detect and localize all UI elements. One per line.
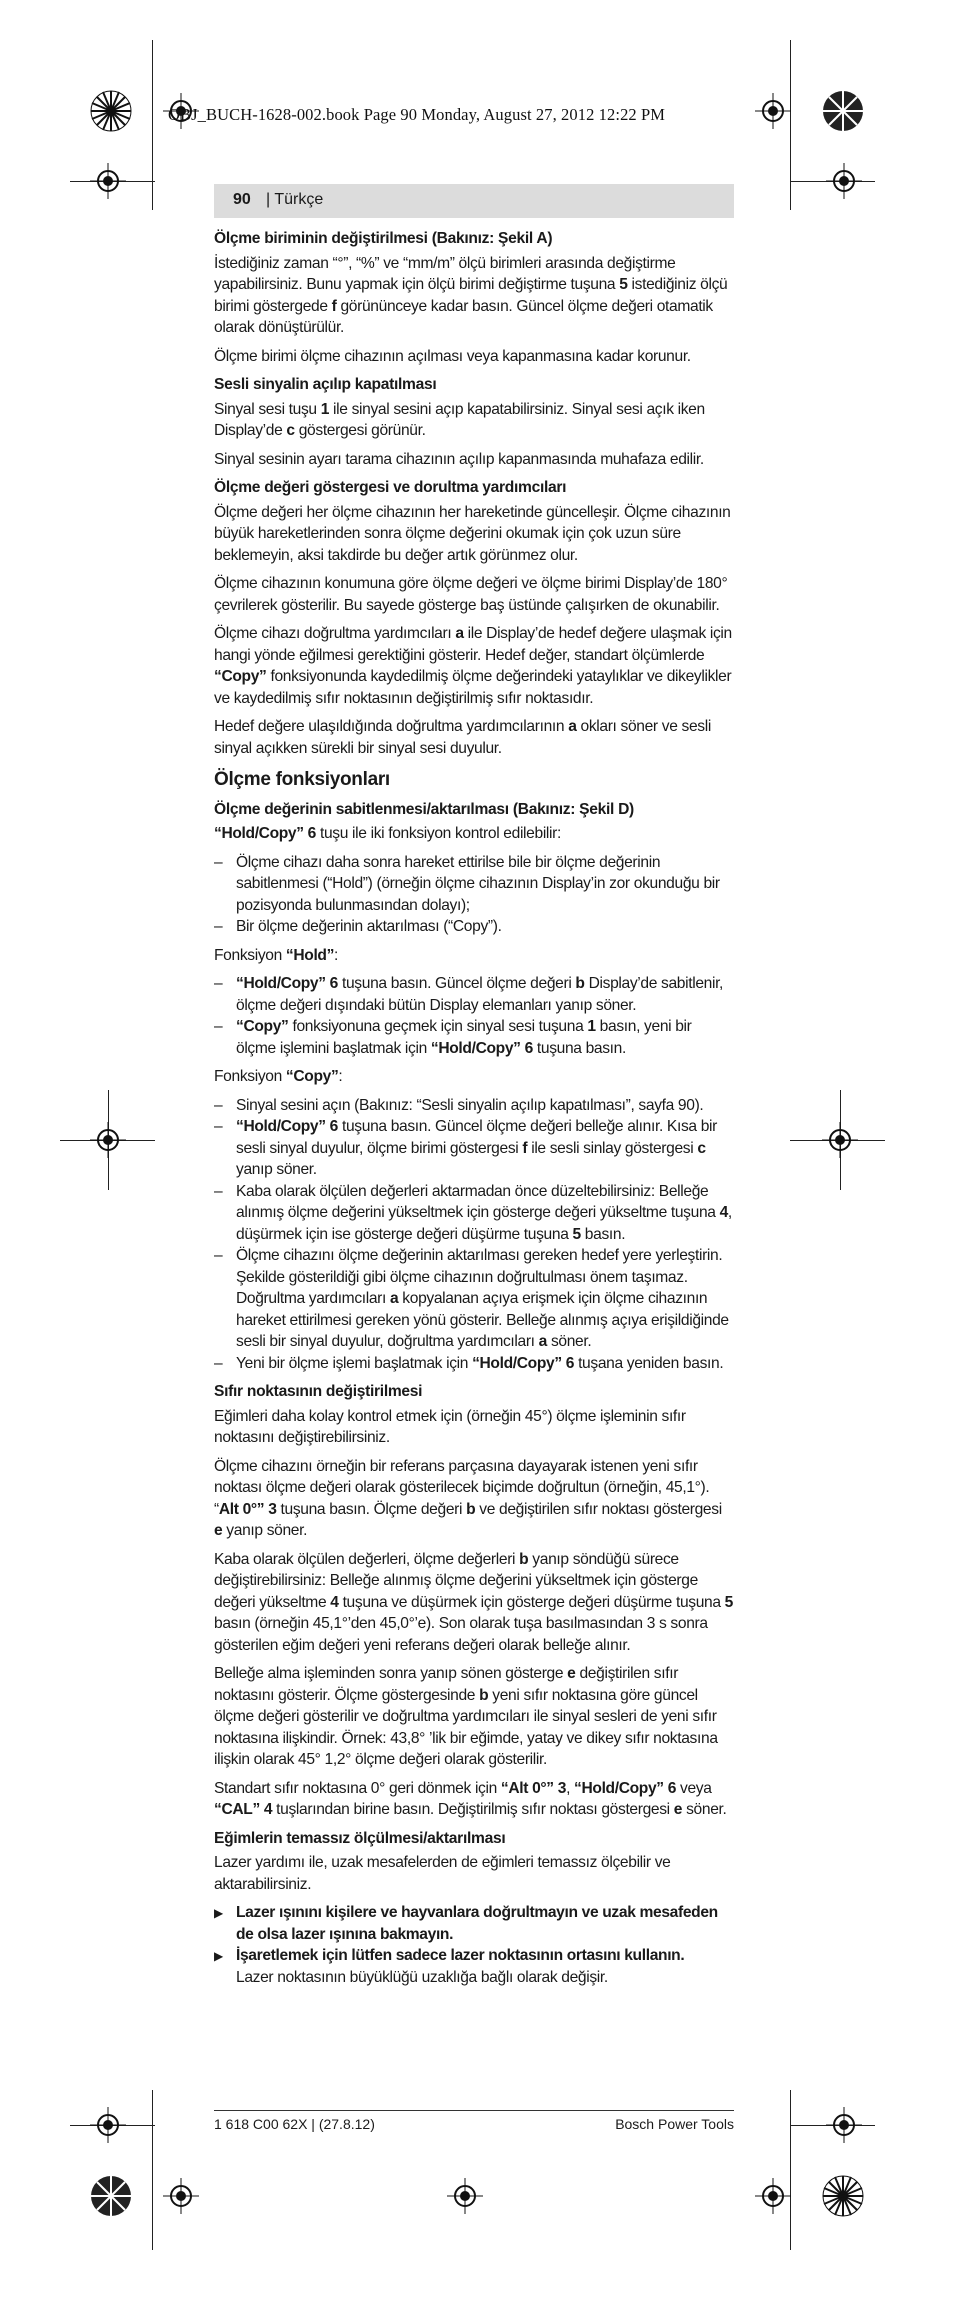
list-item: – “Copy” fonksiyonuna geçmek için sinyal sesi tuşuna 1 basın, yeni bir ölçme işlemini başlatmak için “Hold/Copy” 6 tuşuna basın. [214,1016,734,1059]
registration-mark-icon [822,1122,858,1158]
paragraph: Kaba olarak ölçülen değerleri, ölçme değerleri b yanıp söndüğü sürece değiştirebilirsiniz: Belleğe alınmış ölçme değerini yükseltmek için gösterge değeri yükseltme 4 tuşuna ve düşürmek için gösterge değeri düşürme tuşuna 5 basın (örneğin 45,1°’den 45,0°’e). Son olarak tuşa basılmasından 3 s sonra gösterilen eğim değeri yeni referans değeri olarak belleğe alınır. [214,1550,733,1654]
registration-mark-icon [90,2107,126,2143]
page-language: | Türkçe [266,191,324,208]
print-slug: OBJ_BUCH-1628-002.book Page 90 Monday, August 27, 2012 12:22 PM [168,105,666,124]
crop-line [152,2090,153,2250]
section-heading: Ölçme fonksiyonları [214,769,390,790]
subsection-heading: Sıfır noktasının değiştirilmesi [214,1383,423,1400]
paragraph: Sinyal sesi tuşu 1 ile sinyal sesini açıp kapatabilirsiniz. Sinyal sesi açık iken Display’de c göstergesi görünür. [214,400,705,439]
page-number: 90 [233,191,251,208]
footer-doc-code: 1 618 C00 62X | (27.8.12) [214,2116,375,2132]
paragraph: Hedef değere ulaşıldığında doğrultma yardımcılarının a okları söner ve sesli sinyal açıkken sürekli bir sinyal sesi duyulur. [214,718,711,757]
paragraph: Ölçme cihazını örneğin bir referans parçasına dayayarak istenen yeni sıfır noktası ölçme değeri olarak gösterilecek biçimde doğrultun (örneğin, 45,1°). “Alt 0°” 3 tuşuna basın. Ölçme değeri b ve değiştirilen sıfır noktası göstergesi e yanıp söner. [214,1457,722,1539]
list-item: – “Hold/Copy” 6 tuşuna basın. Güncel ölçme değeri b Display’de sabitlenir, ölçme değeri dışındaki bütün Display elemanları yanıp söner. [214,973,734,1016]
subsection-heading: Ölçme biriminin değiştirilmesi (Bakınız: Şekil A) [214,230,553,247]
footer-divider [214,2110,734,2111]
paragraph: Ölçme birimi ölçme cihazının açılması veya kapanmasına kadar korunur. [214,347,691,365]
paragraph: Belleğe alma işleminden sonra yanıp sönen gösterge e değiştirilen sıfır noktasını gösterir. Ölçme göstergesinde b yeni sıfır noktasına göre güncel ölçme değeri gösterilir ve doğrultma yardımcıları ile sinyal sesleri de yeni sıfır noktasına ilişkindir. Örnek: 43,8° ’lik bir eğimde, yatay ve dikey sıfır noktasına ilişkin olarak 45° 1,2° ölçme değeri olarak gösterilir. [214,1665,718,1768]
registration-mark-icon [826,163,862,199]
footer-brand: Bosch Power Tools [615,2116,734,2132]
warning-item: ▶ Lazer ışınını kişilere ve hayvanlara doğrultmayın ve uzak mesafeden de olsa lazer ışınına bakmayın. [214,1902,734,1945]
paragraph: Ölçme cihazı doğrultma yardımcıları a ile Display’de hedef değere ulaşmak için hangi yönde eğilmesi gerektiğini gösterir. Hedef değer, standart ölçümlerde “Copy” fonksiyonunda kaydedilmiş ölçme değerindeki yataylıklar ve dikeylikler ve kaydedilmiş sıfır noktasının değiştirilmiş sıfır noktasıdır. [214,625,732,707]
paragraph: Fonksiyon “Copy”: [214,1068,343,1085]
page-header [214,184,734,218]
list-item: – Ölçme cihazını ölçme değerinin aktarılması gereken hedef yere yerleştirin. Şekilde gösterildiği gibi ölçme cihazının doğrultulması önem taşımaz. Doğrultma yardımcıları a kopyalanan açıya erişmek için ölçme cihazının hareket ettirilmesi gereken yönü gösterir. Belleğe alınmış açıya erişildiğinde sesli bir sinyal duyulur, doğrultma yardımcıları a söner. [214,1245,734,1353]
paragraph: Ölçme değeri her ölçme cihazının her hareketinde güncelleşir. Ölçme cihazının büyük hareketlerinden sonra ölçme değerini okumak için çok uzun süre beklemeyin, aksi takdirde bu değer artık görünmez olur. [214,503,731,564]
registration-mark-icon [755,2178,791,2214]
rosette-mark-icon [90,2175,132,2217]
rosette-mark-icon [90,90,132,132]
registration-mark-icon [90,1122,126,1158]
paragraph: Ölçme cihazının konumuna göre ölçme değeri ve ölçme birimi Display’de 180° çevrilerek gösterilir. Bu sayede gösterge baş üstünde çalışırken de okunabilir. [214,575,728,614]
warning-item: ▶ İşaretlemek için lütfen sadece lazer noktasının ortasını kullanın. Lazer noktasının büyüklüğü uzaklığa bağlı olarak değişir. [214,1945,734,1988]
rosette-mark-icon [822,90,864,132]
registration-mark-icon [447,2178,483,2214]
list-item: – “Hold/Copy” 6 tuşuna basın. Güncel ölçme değeri belleğe alınır. Kısa bir sesli sinyal duyulur, ölçme birimi göstergesi f ile sesli sinlay göstergesi c yanıp söner. [214,1116,734,1181]
list-item: – Yeni bir ölçme işlemi başlatmak için “Hold/Copy” 6 tuşana yeniden basın. [214,1353,734,1375]
subsection-heading: Ölçme değerinin sabitlenmesi/aktarılması (Bakınız: Şekil D) [214,800,634,818]
registration-mark-icon [755,93,791,129]
warning-list [214,1902,734,1988]
registration-mark-icon [163,2178,199,2214]
crop-line [152,40,153,210]
manual-body [214,226,734,1995]
subsection-heading: Eğimlerin temassız ölçülmesi/aktarılması [214,1829,506,1847]
registration-mark-icon [90,163,126,199]
rosette-mark-icon [822,2175,864,2217]
list-item: – Sinyal sesini açın (Bakınız: “Sesli sinyalin açılıp kapatılması”, sayfa 90). [214,1095,734,1117]
paragraph: İstediğiniz zaman “°”, “%” ve “mm/m” ölçü birimleri arasında değiştirme yapabilirsiniz. Bunu yapmak için ölçü birimi değiştirme tuşuna 5 istediğiniz ölçü birimi göstergede f görününceye kadar basın. Güncel ölçme değeri otamatik olarak dönüştürülür. [214,254,728,336]
paragraph: Sinyal sesinin ayarı tarama cihazının açılıp kapanmasında muhafaza edilir. [214,450,704,468]
list-item: – Ölçme cihazı daha sonra hareket ettirilse bile bir ölçme değerinin sabitlenmesi (“Hold”) (örneğin ölçme cihazının Display’in zor okunduğu bir pozisyonda bulunmasından dolayı); [214,852,734,917]
subsection-heading: Ölçme değeri göstergesi ve dorultma yardımcıları [214,479,567,496]
list-item: – Kaba olarak ölçülen değerleri aktarmadan önce düzeltebilirsiniz: Belleğe alınmış ölçme değerini yükseltmek için gösterge değeri yükseltme tuşuna 4, düşürmek için ise gösterge değeri düşürme tuşuna 5 basın. [214,1181,734,1246]
crop-line [790,2090,791,2250]
paragraph: Fonksiyon “Hold”: [214,946,339,964]
paragraph: Lazer yardımı ile, uzak mesafelerden de eğimleri temassız ölçebilir ve aktarabilirsiniz. [214,1854,671,1893]
paragraph: Standart sıfır noktasına 0° geri dönmek için “Alt 0°” 3, “Hold/Copy” 6 veya “CAL” 4 tuşlarından birine basın. Değiştirilmiş sıfır noktası göstergesi e söner. [214,1779,727,1818]
list-item: – Bir ölçme değerinin aktarılması (“Copy”). [214,916,734,938]
bullet-list [214,973,734,1059]
paragraph: “Hold/Copy” 6 tuşu ile iki fonksiyon kontrol edilebilir: [214,825,561,842]
paragraph: Eğimleri daha kolay kontrol etmek için (örneğin 45°) ölçme işleminin sıfır noktasını değiştirebilirsiniz. [214,1407,686,1446]
registration-mark-icon [826,2107,862,2143]
bullet-list [214,1095,734,1375]
bullet-list [214,852,734,938]
subsection-heading: Sesli sinyalin açılıp kapatılması [214,376,437,393]
